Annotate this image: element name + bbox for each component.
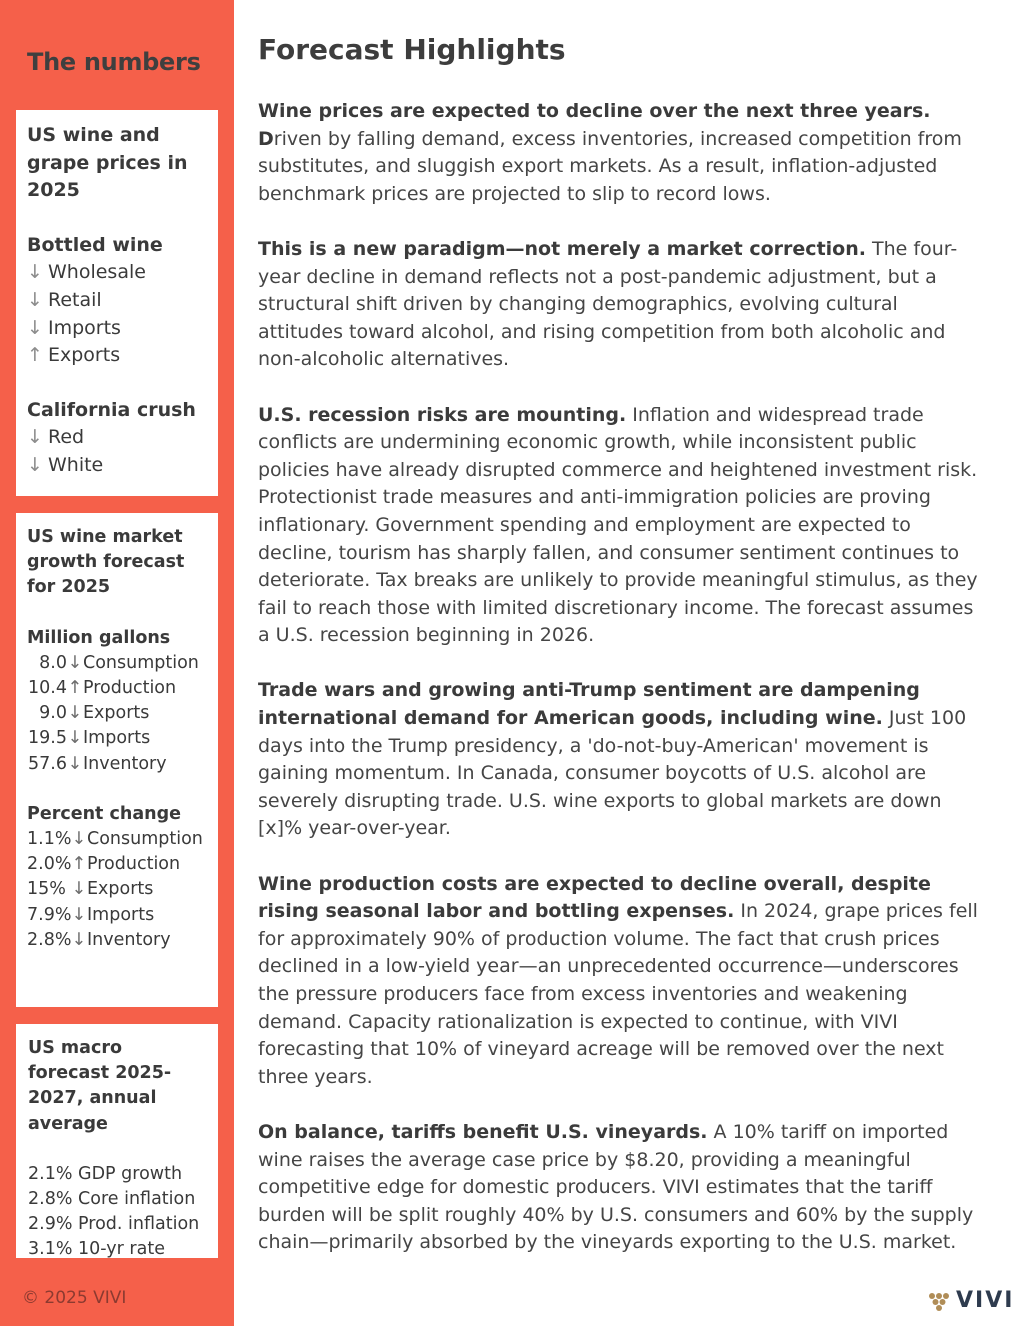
list-item-label: White: [48, 453, 104, 476]
paragraph-body: In 2024, grape prices fell for approximately 90% of production volume. The fact that crush prices declined in a low-yield year—an unprecedented occurrence—underscores the pressure producers face from excess inventories and weakening demand. Capacity rationalization is expected to continue, with VIVI forecasting that 10% of vineyard acreage will be removed over the next three years.: [258, 900, 978, 1088]
list-item-label: Imports: [48, 316, 121, 339]
trend-arrow-icon: ↓: [27, 453, 43, 476]
million-gallons-heading: Million gallons: [27, 627, 171, 648]
trend-arrow-icon: ↑: [27, 344, 43, 367]
list-item: [27, 259, 207, 287]
paragraph: [258, 98, 988, 208]
copyright: © 2025 VIVI: [22, 1288, 127, 1308]
list-item-label: Exports: [83, 703, 150, 724]
list-item: [27, 342, 207, 370]
list-item: [27, 676, 207, 701]
list-item-label: Imports: [83, 728, 151, 749]
list-item-value: 15%: [27, 879, 66, 900]
paragraph-lead: Wine prices are expected to decline over the next three years. D: [258, 100, 931, 150]
list-item: 2.9% Prod. inflation: [28, 1214, 200, 1235]
list-item: 2.8% Core inflation: [28, 1189, 196, 1210]
list-item-label: Exports: [87, 879, 154, 900]
trend-arrow-icon: ↓: [71, 879, 87, 900]
list-item-label: Retail: [48, 288, 102, 311]
list-item: [27, 877, 207, 902]
paragraph-lead: U.S. recession risks are mounting.: [258, 403, 627, 426]
list-item-label: Red: [48, 426, 85, 449]
bottled-wine-heading: Bottled wine: [27, 233, 163, 256]
list-item-label: Wholesale: [48, 261, 146, 284]
percent-change-heading: Percent change: [27, 803, 181, 824]
trend-arrow-icon: ↓: [27, 288, 43, 311]
percent-change-list: [27, 827, 207, 953]
paragraph-lead: On balance, tariffs benefit U.S. vineyards.: [258, 1120, 708, 1143]
list-item-value: 2.8%: [27, 929, 72, 950]
prices-card: [16, 110, 218, 496]
list-item: [27, 452, 207, 480]
paragraph: [258, 677, 988, 843]
paragraph-body: riven by falling demand, excess inventories, increased competition from substitutes, and sluggish export markets. As a result, inflation-adjusted benchmark prices are projected to slip to record lows.: [258, 127, 962, 205]
macro-card-heading: US macro forecast 2025-2027, annual average: [28, 1038, 172, 1134]
list-item: [27, 852, 207, 877]
list-item: [27, 424, 207, 452]
paragraph-lead: Trade wars and growing anti-Trump sentiment are dampening international demand for American goods, including wine.: [258, 679, 920, 730]
list-item: 3.1% 10-yr rate: [28, 1239, 165, 1260]
logo-text: VIVI: [956, 1288, 1015, 1313]
trend-arrow-icon: ↓: [27, 316, 43, 339]
list-item-value: 7.9%: [27, 904, 72, 925]
list-item: [27, 315, 207, 343]
trend-arrow-icon: ↓: [67, 703, 83, 724]
macro-card: [16, 1024, 218, 1258]
paragraph-body: The four-year decline in demand reflects not a post-pandemic adjustment, but a structural shift driven by changing demographics, evolving cultural attitudes toward alcohol, and rising competition from both alcoholic and non-alcoholic alternatives.: [258, 237, 958, 371]
list-item-value: 19.5: [28, 728, 67, 749]
page-title: Forecast Highlights: [258, 33, 566, 66]
trend-arrow-icon: ↑: [71, 854, 87, 875]
list-item: [27, 726, 207, 751]
million-gallons-list: [27, 651, 207, 777]
trend-arrow-icon: ↓: [67, 753, 83, 774]
list-item: [27, 827, 207, 852]
california-crush-heading: California crush: [27, 398, 196, 421]
trend-arrow-icon: ↑: [67, 678, 83, 699]
california-crush-list: [27, 424, 207, 479]
sidebar-title: The numbers: [27, 48, 201, 76]
paragraph-body: A 10% tariff on imported wine raises the average case price by $8.20, providing a meaningful competitive edge for domestic producers. VIVI estimates that the tariff burden will be split roughly 40% by U.S. consumers and 60% by the supply chain—primarily absorbed by the vineyards exporting to the U.S. market.: [258, 1120, 974, 1254]
trend-arrow-icon: ↓: [67, 728, 83, 749]
paragraph: [258, 236, 988, 374]
list-item-value: 9.0: [39, 703, 67, 724]
list-item-label: Inventory: [83, 753, 167, 774]
list-item-label: Inventory: [87, 929, 171, 950]
trend-arrow-icon: ↓: [27, 426, 43, 449]
paragraph: [258, 402, 988, 650]
list-item-label: Consumption: [87, 829, 203, 850]
list-item-label: Production: [87, 854, 181, 875]
list-item-value: 1.1%: [27, 829, 72, 850]
paragraph: [258, 1119, 988, 1257]
vivi-logo: [928, 1288, 1014, 1313]
list-item: [27, 287, 207, 315]
paragraph: [258, 871, 988, 1092]
list-item-value: 2.0%: [27, 854, 72, 875]
bottled-wine-list: [27, 259, 207, 369]
market-card: [16, 513, 218, 1007]
prices-card-heading: US wine and grape prices in 2025: [27, 124, 188, 202]
macro-list: [28, 1162, 206, 1263]
sidebar: [0, 0, 234, 1326]
list-item: [27, 701, 207, 726]
list-item-label: Imports: [87, 904, 155, 925]
paragraph-body: Inflation and widespread trade conflicts are undermining economic growth, while inconsistent public policies have already disrupted commerce and heightened investment risk. Protectionist trade measures and anti-immigration policies are proving inflationary. Government spending and employment are expected to decline, tourism has sharply fallen, and consumer sentiment continues to deteriorate. Tax breaks are unlikely to provide meaningful stimulus, as they fail to reach those with limited discretionary income. The forecast assumes a U.S. recession beginning in 2026.: [258, 403, 978, 647]
main-content: [258, 30, 988, 1285]
list-item: [27, 651, 207, 676]
list-item: 2.1% GDP growth: [28, 1163, 183, 1184]
paragraph-body: Just 100 days into the Trump presidency, a 'do-not-buy-American' movement is gaining momentum. In Canada, consumer boycotts of U.S. alcohol are severely disrupting trade. U.S. wine exports to global markets are down [x]% year-over-year.: [258, 707, 967, 840]
trend-arrow-icon: ↓: [71, 829, 87, 850]
list-item-value: 57.6: [28, 753, 67, 774]
market-card-heading: US wine market growth forecast for 2025: [27, 527, 185, 598]
trend-arrow-icon: ↓: [67, 652, 83, 673]
list-item-value: 10.4: [28, 678, 67, 699]
paragraph-lead: This is a new paradigm—not merely a market correction.: [258, 237, 866, 260]
paragraph-lead: Wine production costs are expected to decline overall, despite rising seasonal labor and bottling expenses.: [258, 872, 931, 923]
list-item-label: Production: [83, 678, 177, 699]
list-item-value: 8.0: [39, 652, 67, 673]
list-item: [27, 752, 207, 777]
trend-arrow-icon: ↓: [71, 929, 87, 950]
grape-cluster-icon: [928, 1290, 952, 1312]
list-item: [27, 928, 207, 953]
trend-arrow-icon: ↓: [27, 261, 43, 284]
list-item: [27, 903, 207, 928]
trend-arrow-icon: ↓: [71, 904, 87, 925]
list-item-label: Exports: [48, 344, 121, 367]
list-item-label: Consumption: [83, 652, 199, 673]
